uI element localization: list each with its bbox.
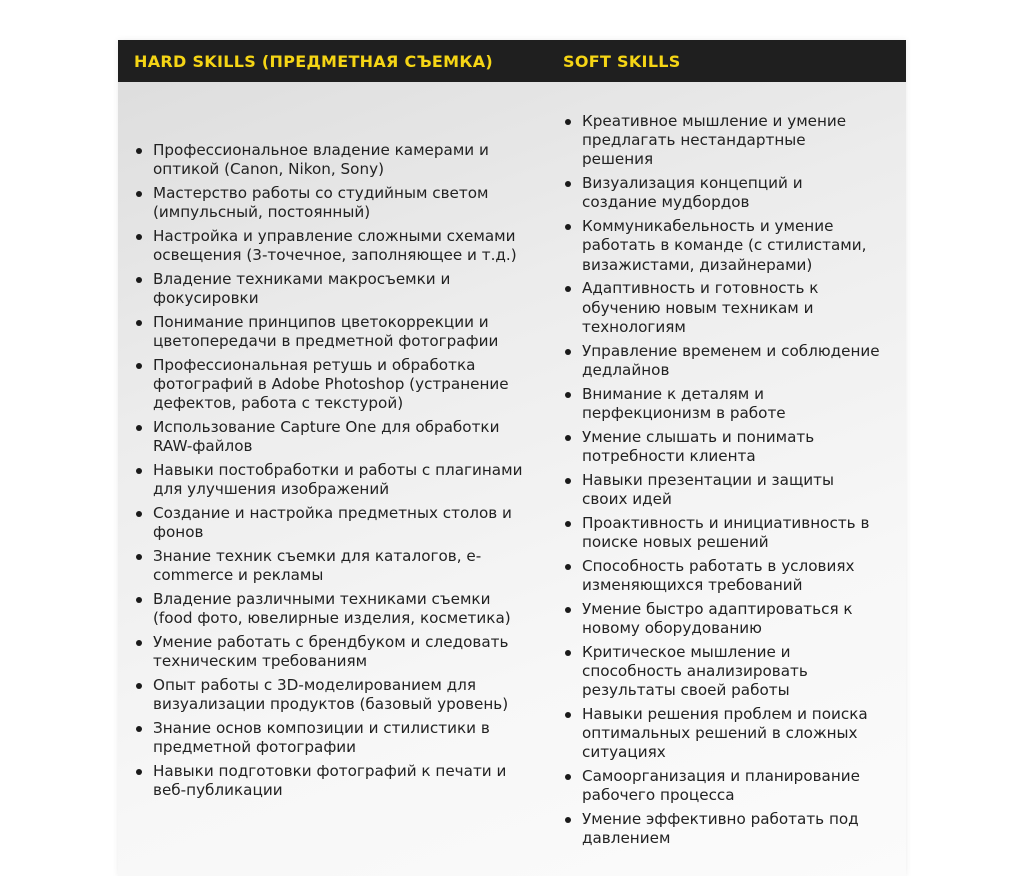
hard-skills-list xyxy=(134,141,534,805)
soft-skill-item: Критическое мышление и способность анализировать результаты своей работы xyxy=(563,643,881,701)
hard-skill-item: Профессиональное владение камерами и оптикой (Canon, Nikon, Sony) xyxy=(134,141,534,179)
soft-skill-item: Умение слышать и понимать потребности клиента xyxy=(563,428,881,466)
hard-skill-item: Настройка и управление сложными схемами освещения (3-точечное, заполняющее и т.д.) xyxy=(134,227,534,265)
hard-skill-item: Понимание принципов цветокоррекции и цветопередачи в предметной фотографии xyxy=(134,313,534,351)
hard-skill-item: Опыт работы с 3D-моделированием для визуализации продуктов (базовый уровень) xyxy=(134,676,534,714)
hard-skill-item: Использование Capture One для обработки RAW-файлов xyxy=(134,418,534,456)
hard-skill-item: Навыки подготовки фотографий к печати и веб-публикации xyxy=(134,762,534,800)
soft-skill-item: Умение эффективно работать под давлением xyxy=(563,810,881,848)
skills-table xyxy=(118,40,906,876)
soft-skill-item: Навыки презентации и защиты своих идей xyxy=(563,471,881,509)
hard-skill-item: Навыки постобработки и работы с плагинами для улучшения изображений xyxy=(134,461,534,499)
soft-skill-item: Креативное мышление и умение предлагать нестандартные решения xyxy=(563,112,881,170)
hard-skills-title: HARD SKILLS (ПРЕДМЕТНАЯ СЪЕМКА) xyxy=(134,52,494,71)
soft-skill-item: Управление временем и соблюдение дедлайнов xyxy=(563,342,881,380)
hard-skill-item: Владение техниками макросъемки и фокусировки xyxy=(134,270,534,308)
hard-skill-item: Владение различными техниками съемки (food фото, ювелирные изделия, косметика) xyxy=(134,590,534,628)
soft-skill-item: Визуализация концепций и создание мудбордов xyxy=(563,174,881,212)
soft-skill-item: Умение быстро адаптироваться к новому оборудованию xyxy=(563,600,881,638)
hard-skill-item: Мастерство работы со студийным светом (импульсный, постоянный) xyxy=(134,184,534,222)
hard-skill-item: Создание и настройка предметных столов и фонов xyxy=(134,504,534,542)
soft-skill-item: Адаптивность и готовность к обучению новым техникам и технологиям xyxy=(563,279,881,337)
hard-skill-item: Профессиональная ретушь и обработка фотографий в Adobe Photoshop (устранение дефектов, работа с текстурой) xyxy=(134,356,534,414)
soft-skill-item: Способность работать в условиях изменяющихся требований xyxy=(563,557,881,595)
soft-skills-title: SOFT SKILLS xyxy=(563,52,681,71)
soft-skill-item: Навыки решения проблем и поиска оптимальных решений в сложных ситуациях xyxy=(563,705,881,763)
soft-skill-item: Коммуникабельность и умение работать в команде (с стилистами, визажистами, дизайнерами) xyxy=(563,217,881,275)
hard-skill-item: Умение работать с брендбуком и следовать техническим требованиям xyxy=(134,633,534,671)
table-header xyxy=(118,40,906,82)
soft-skill-item: Внимание к деталям и перфекционизм в работе xyxy=(563,385,881,423)
hard-skill-item: Знание основ композиции и стилистики в предметной фотографии xyxy=(134,719,534,757)
soft-skill-item: Самоорганизация и планирование рабочего процесса xyxy=(563,767,881,805)
soft-skills-list xyxy=(563,112,881,853)
hard-skill-item: Знание техник съемки для каталогов, e-commerce и рекламы xyxy=(134,547,534,585)
soft-skill-item: Проактивность и инициативность в поиске новых решений xyxy=(563,514,881,552)
